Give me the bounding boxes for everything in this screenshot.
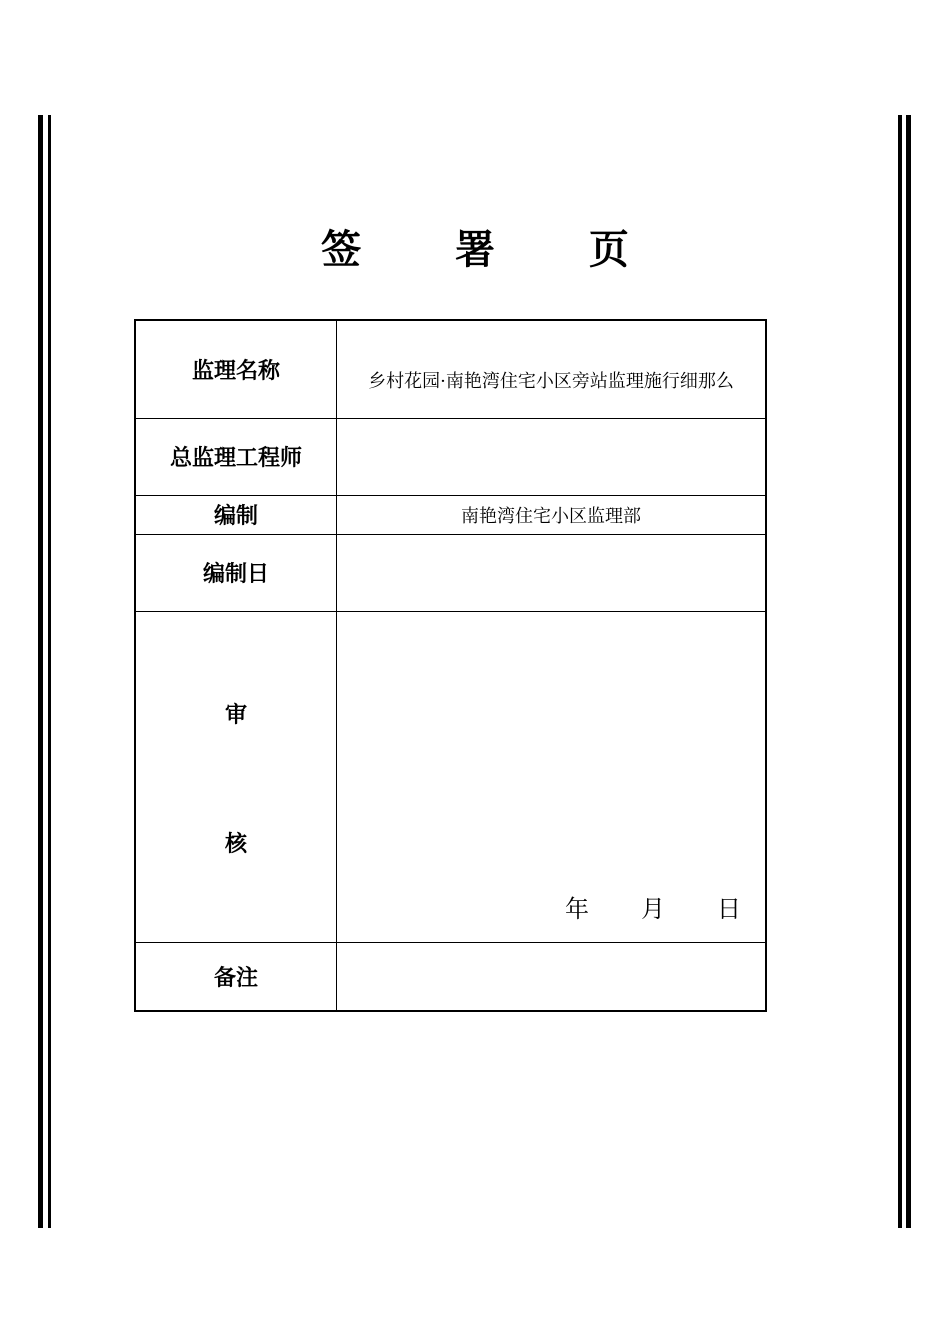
date-month-label: 月 xyxy=(641,894,665,923)
right-border-bar-outer xyxy=(906,115,911,1228)
remarks-label: 备注 xyxy=(135,942,337,1011)
review-label-char-2: 核 xyxy=(224,831,247,857)
table-row-compile-date xyxy=(135,534,766,611)
review-label-char-1: 审 xyxy=(224,702,247,728)
date-year-label: 年 xyxy=(565,894,589,923)
chief-engineer-value[interactable] xyxy=(337,418,767,495)
project-name-value: 乡村花园·南艳湾住宅小区旁站监理施行细那么 xyxy=(337,320,767,418)
compile-date-value[interactable] xyxy=(337,534,767,611)
left-border-bar-outer xyxy=(38,115,43,1228)
chief-engineer-label: 总监理工程师 xyxy=(135,418,337,495)
remarks-value[interactable] xyxy=(337,942,767,1011)
compiled-by-value: 南艳湾住宅小区监理部 xyxy=(337,495,767,534)
table-row-review xyxy=(135,611,766,942)
review-label xyxy=(135,611,337,942)
table-row-project-name xyxy=(135,320,766,418)
date-day-label: 日 xyxy=(717,894,741,923)
table-row-compiled-by xyxy=(135,495,766,534)
right-border-bar-inner xyxy=(898,115,902,1228)
review-date-line xyxy=(565,889,741,924)
left-border-bar-inner xyxy=(48,115,51,1228)
compile-date-label: 编制日 xyxy=(135,534,337,611)
review-value[interactable] xyxy=(337,611,767,942)
table-row-chief-engineer xyxy=(135,418,766,495)
project-name-label: 监理名称 xyxy=(135,320,337,418)
compiled-by-label: 编制 xyxy=(135,495,337,534)
table-row-remarks xyxy=(135,942,766,1011)
page-title: 签 署 页 xyxy=(321,226,669,273)
signature-table xyxy=(134,319,767,1012)
